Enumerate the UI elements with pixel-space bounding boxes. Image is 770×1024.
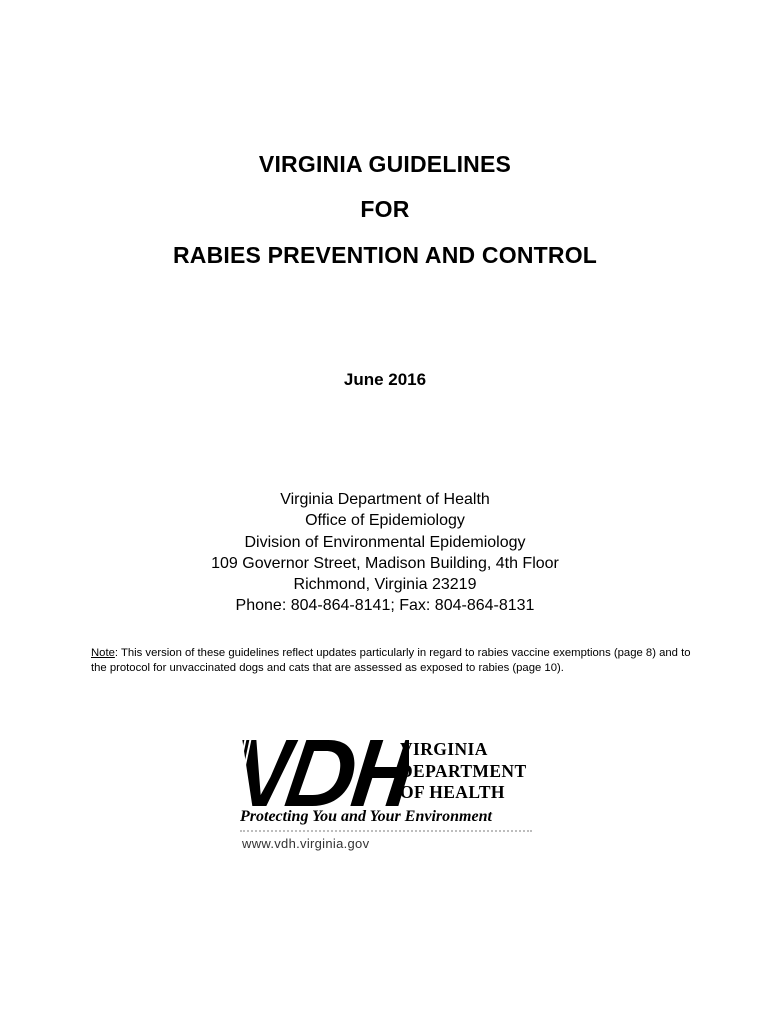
vdh-logo (229, 737, 539, 867)
note-paragraph (91, 646, 691, 677)
note-text: : This version of these guidelines reflect updates particularly in regard to rabies vaccine exemptions (page 8) and to the protocol for unvaccinated dogs and cats that are assessed as exposed to rabies (page 10). (91, 647, 691, 675)
title-line-1: VIRGINIA GUIDELINES (258, 151, 512, 177)
vdh-website-url: www.vdh.virginia.gov (242, 836, 370, 851)
address-block (0, 489, 770, 617)
title-line-3: RABIES PREVENTION AND CONTROL (172, 242, 598, 268)
vdh-tagline: Protecting You and Your Environment (240, 808, 492, 825)
address-office: Office of Epidemiology (305, 512, 465, 530)
title-line-2: FOR (360, 196, 410, 222)
org-line-3: OF HEALTH (400, 782, 505, 802)
address-street: 109 Governor Street, Madison Building, 4th Floor (211, 554, 559, 572)
logo-divider (240, 830, 532, 832)
address-phone-fax: Phone: 804-864-8141; Fax: 804-864-8131 (235, 597, 535, 615)
vdh-org-name (400, 739, 527, 804)
vdh-letters-mark (229, 737, 409, 809)
publication-date: June 2016 (343, 370, 427, 389)
address-division: Division of Environmental Epidemiology (244, 533, 526, 551)
org-line-2: DEPARTMENT (400, 760, 527, 781)
note-label: Note (91, 647, 115, 659)
address-city: Richmond, Virginia 23219 (293, 576, 477, 594)
address-department: Virginia Department of Health (280, 491, 490, 508)
org-line-1: VIRGINIA (400, 739, 488, 759)
